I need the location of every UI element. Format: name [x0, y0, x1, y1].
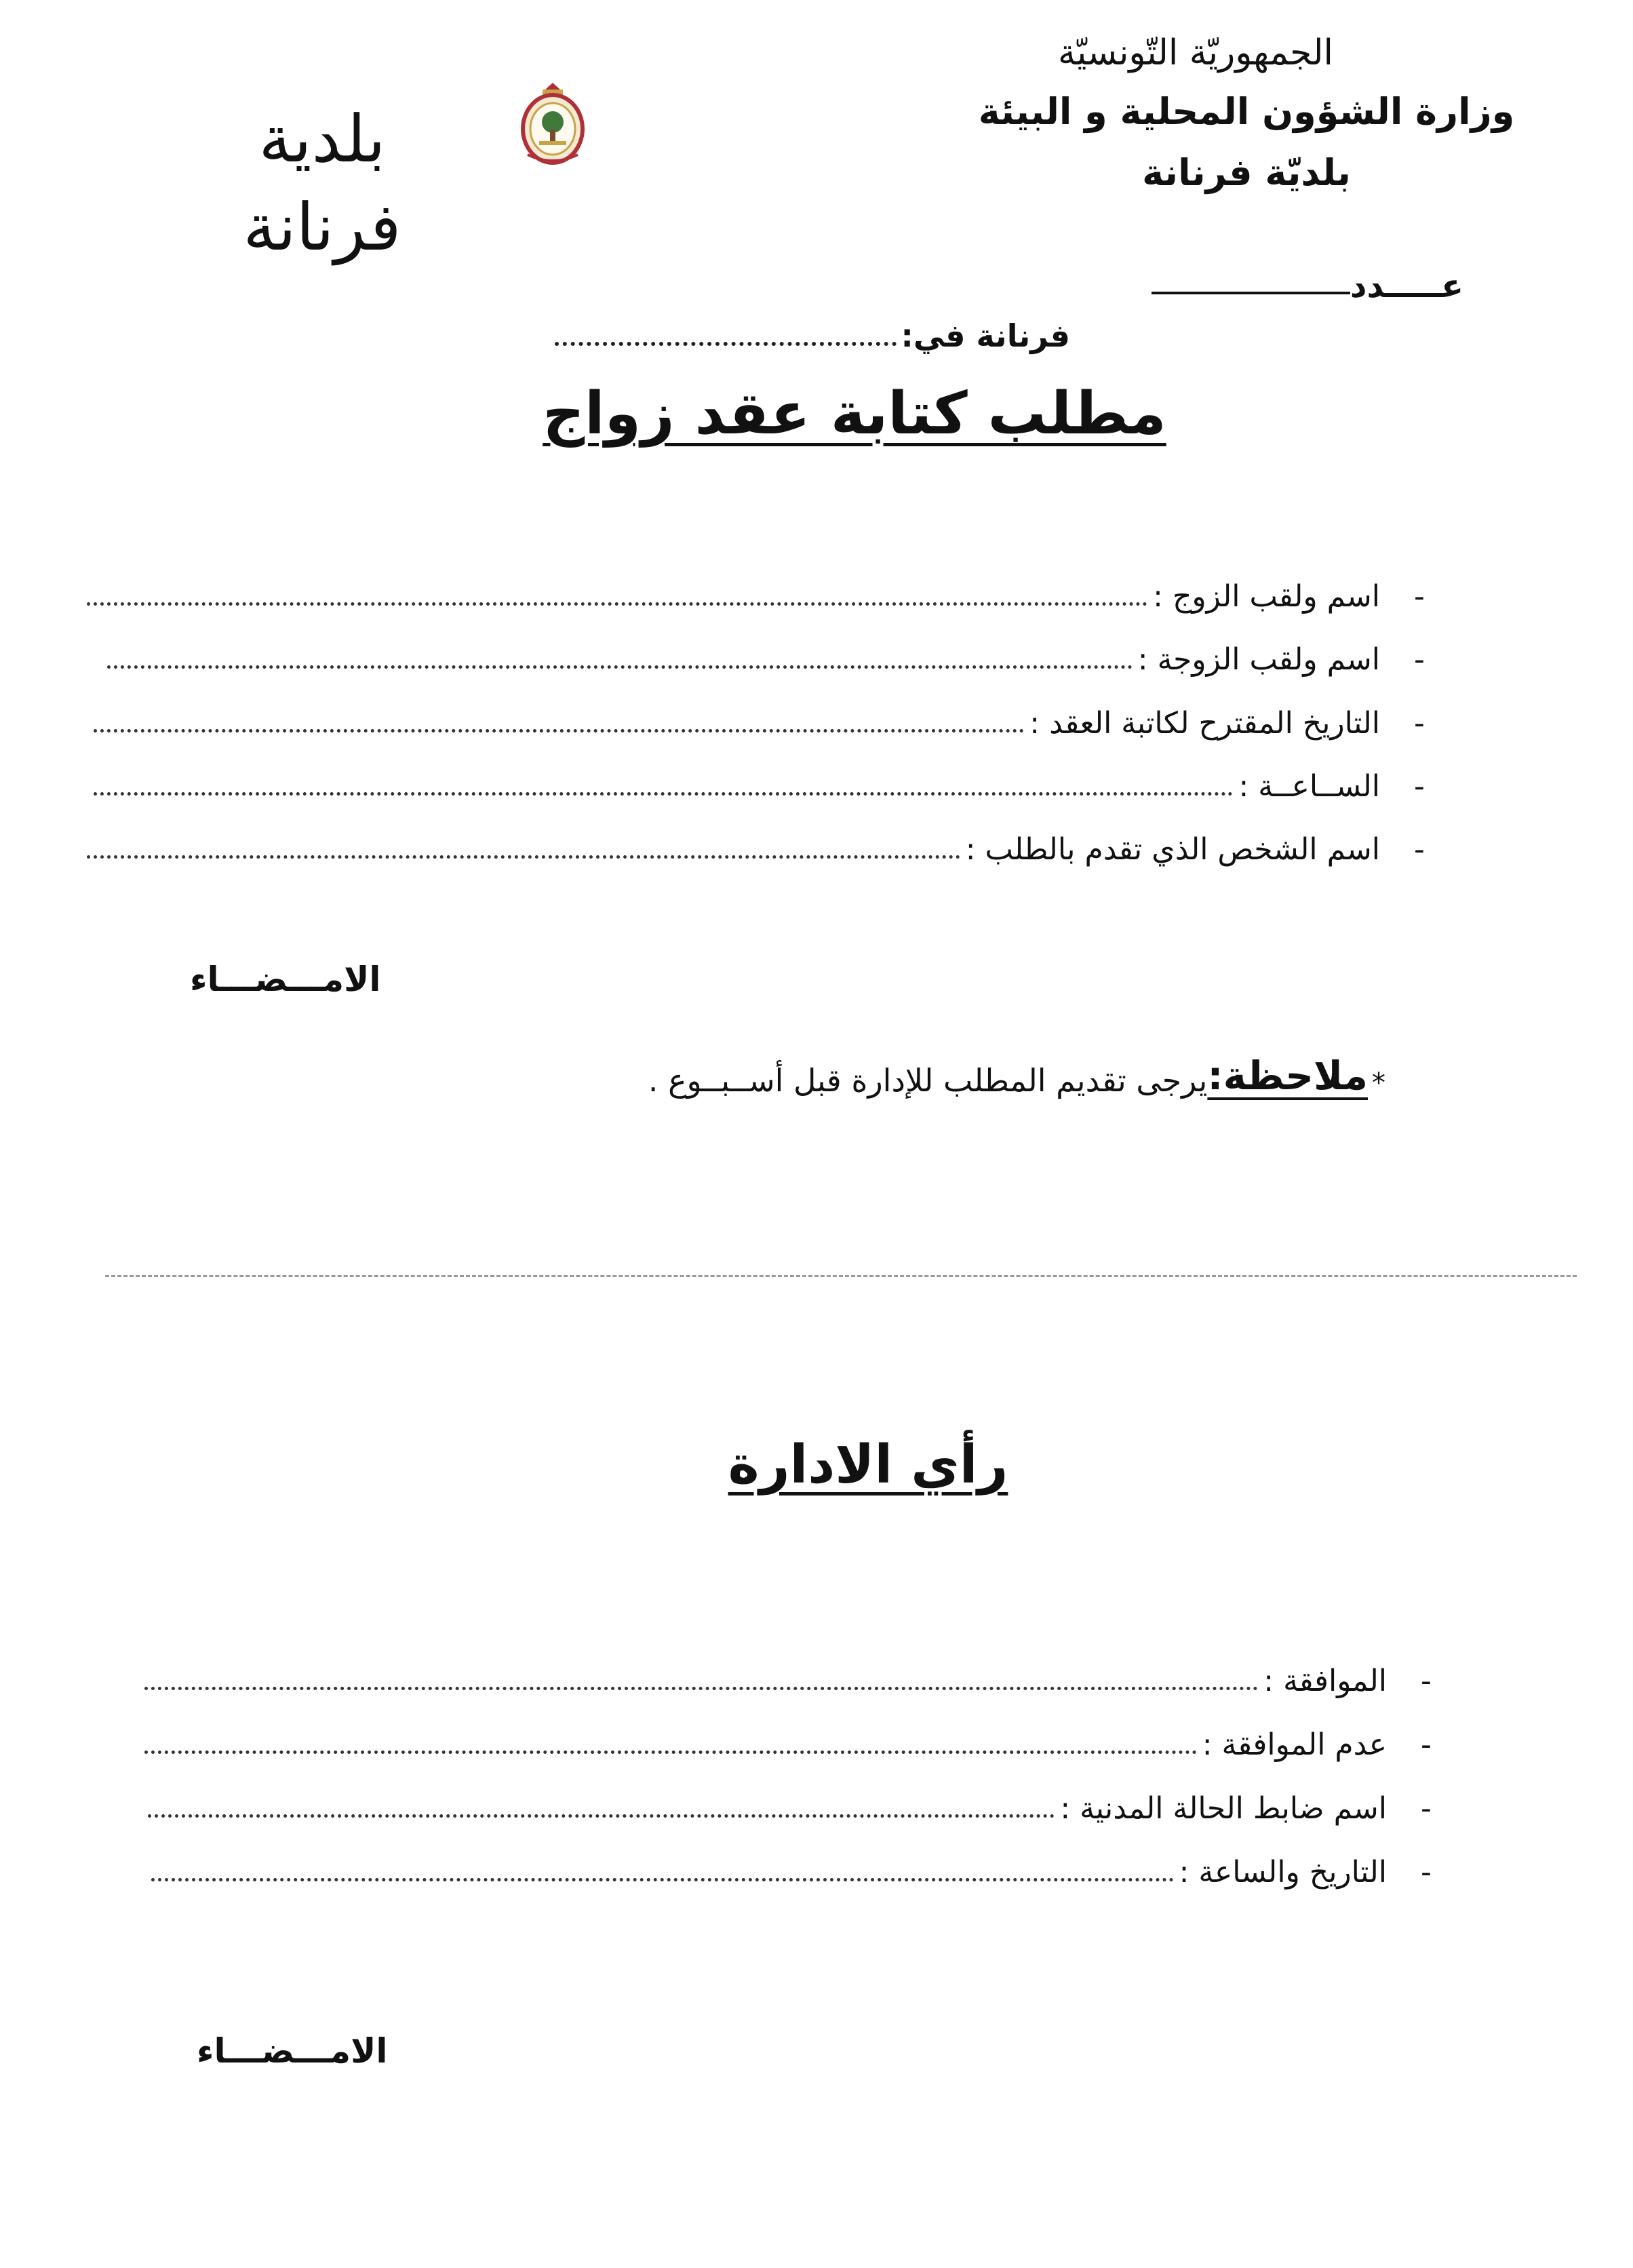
row-label: اسم ولقب الزوجة :: [1137, 642, 1380, 677]
form-row-rejection: [144, 1715, 1447, 1762]
form-row-registrar-name: [148, 1778, 1447, 1826]
form-row-time: [94, 756, 1440, 804]
section-divider: [105, 1275, 1577, 1277]
administration-signature-label: الامـــضـــاء: [197, 2031, 388, 2071]
registrar-name-field[interactable]: [148, 1814, 1055, 1818]
row-dash: -: [1421, 1855, 1432, 1890]
reference-number-line: [1152, 265, 1463, 305]
place-date-field[interactable]: [555, 342, 897, 346]
form-row-approval: [144, 1651, 1447, 1698]
request-title: مطلب كتابة عقد زواج: [543, 380, 1166, 448]
row-label: اسم ضابط الحالة المدنية :: [1060, 1791, 1387, 1826]
header-ministry: وزارة الشؤون المحلية و البيئة: [978, 90, 1515, 133]
bride-name-field[interactable]: [107, 665, 1133, 669]
row-label: الســاعــة :: [1238, 769, 1380, 804]
form-row-groom-name: [87, 566, 1440, 614]
place-date-label: فرنانة في:: [901, 317, 1070, 354]
form-row-proposed-date: [94, 693, 1440, 741]
place-date-line: [555, 307, 1070, 354]
request-signature-label: الامـــضـــاء: [190, 960, 381, 999]
rejection-field[interactable]: [144, 1751, 1197, 1754]
administration-title: رأي الادارة: [728, 1434, 1008, 1495]
row-label: الموافقة :: [1263, 1664, 1387, 1698]
logo-calligraphy: بلدية فرنانة: [243, 101, 401, 265]
row-dash: -: [1414, 832, 1425, 867]
row-dash: -: [1414, 769, 1425, 804]
row-label: التاريخ المقترح لكاتبة العقد :: [1029, 706, 1380, 741]
reference-number-label: عـــــدد: [1350, 267, 1463, 305]
header-municipality: بلديّة فرنانة: [1142, 151, 1351, 194]
row-dash: -: [1421, 1664, 1432, 1698]
row-dash: -: [1421, 1791, 1432, 1826]
note-text: يرجى تقديم المطلب للإدارة قبل أســبــوع .: [648, 1062, 1208, 1099]
row-label: التاريخ والساعة :: [1179, 1855, 1387, 1890]
approval-field[interactable]: [144, 1687, 1258, 1690]
row-dash: -: [1421, 1727, 1432, 1762]
row-dash: -: [1414, 642, 1425, 677]
row-label: اسم الشخص الذي تقدم بالطلب :: [965, 832, 1380, 867]
note-star: *: [1372, 1068, 1385, 1099]
municipal-seal-icon: [515, 80, 590, 168]
reference-number-underline: [1152, 292, 1350, 294]
applicant-name-field[interactable]: [87, 855, 960, 859]
time-field[interactable]: [94, 792, 1233, 796]
proposed-date-field[interactable]: [94, 729, 1024, 732]
groom-name-field[interactable]: [87, 602, 1147, 606]
form-row-applicant-name: [87, 819, 1440, 867]
row-label: اسم ولقب الزوج :: [1153, 579, 1380, 614]
form-row-bride-name: [107, 629, 1440, 677]
header-republic: الجمهوريّة التّونسيّة: [1057, 33, 1334, 73]
row-label: عدم الموافقة :: [1202, 1727, 1387, 1762]
note-line: [648, 1044, 1385, 1099]
row-dash: -: [1414, 579, 1425, 614]
date-time-field[interactable]: [151, 1878, 1174, 1881]
row-dash: -: [1414, 706, 1425, 741]
form-row-date-time: [151, 1842, 1447, 1890]
note-label: ملاحظة:: [1207, 1053, 1368, 1099]
